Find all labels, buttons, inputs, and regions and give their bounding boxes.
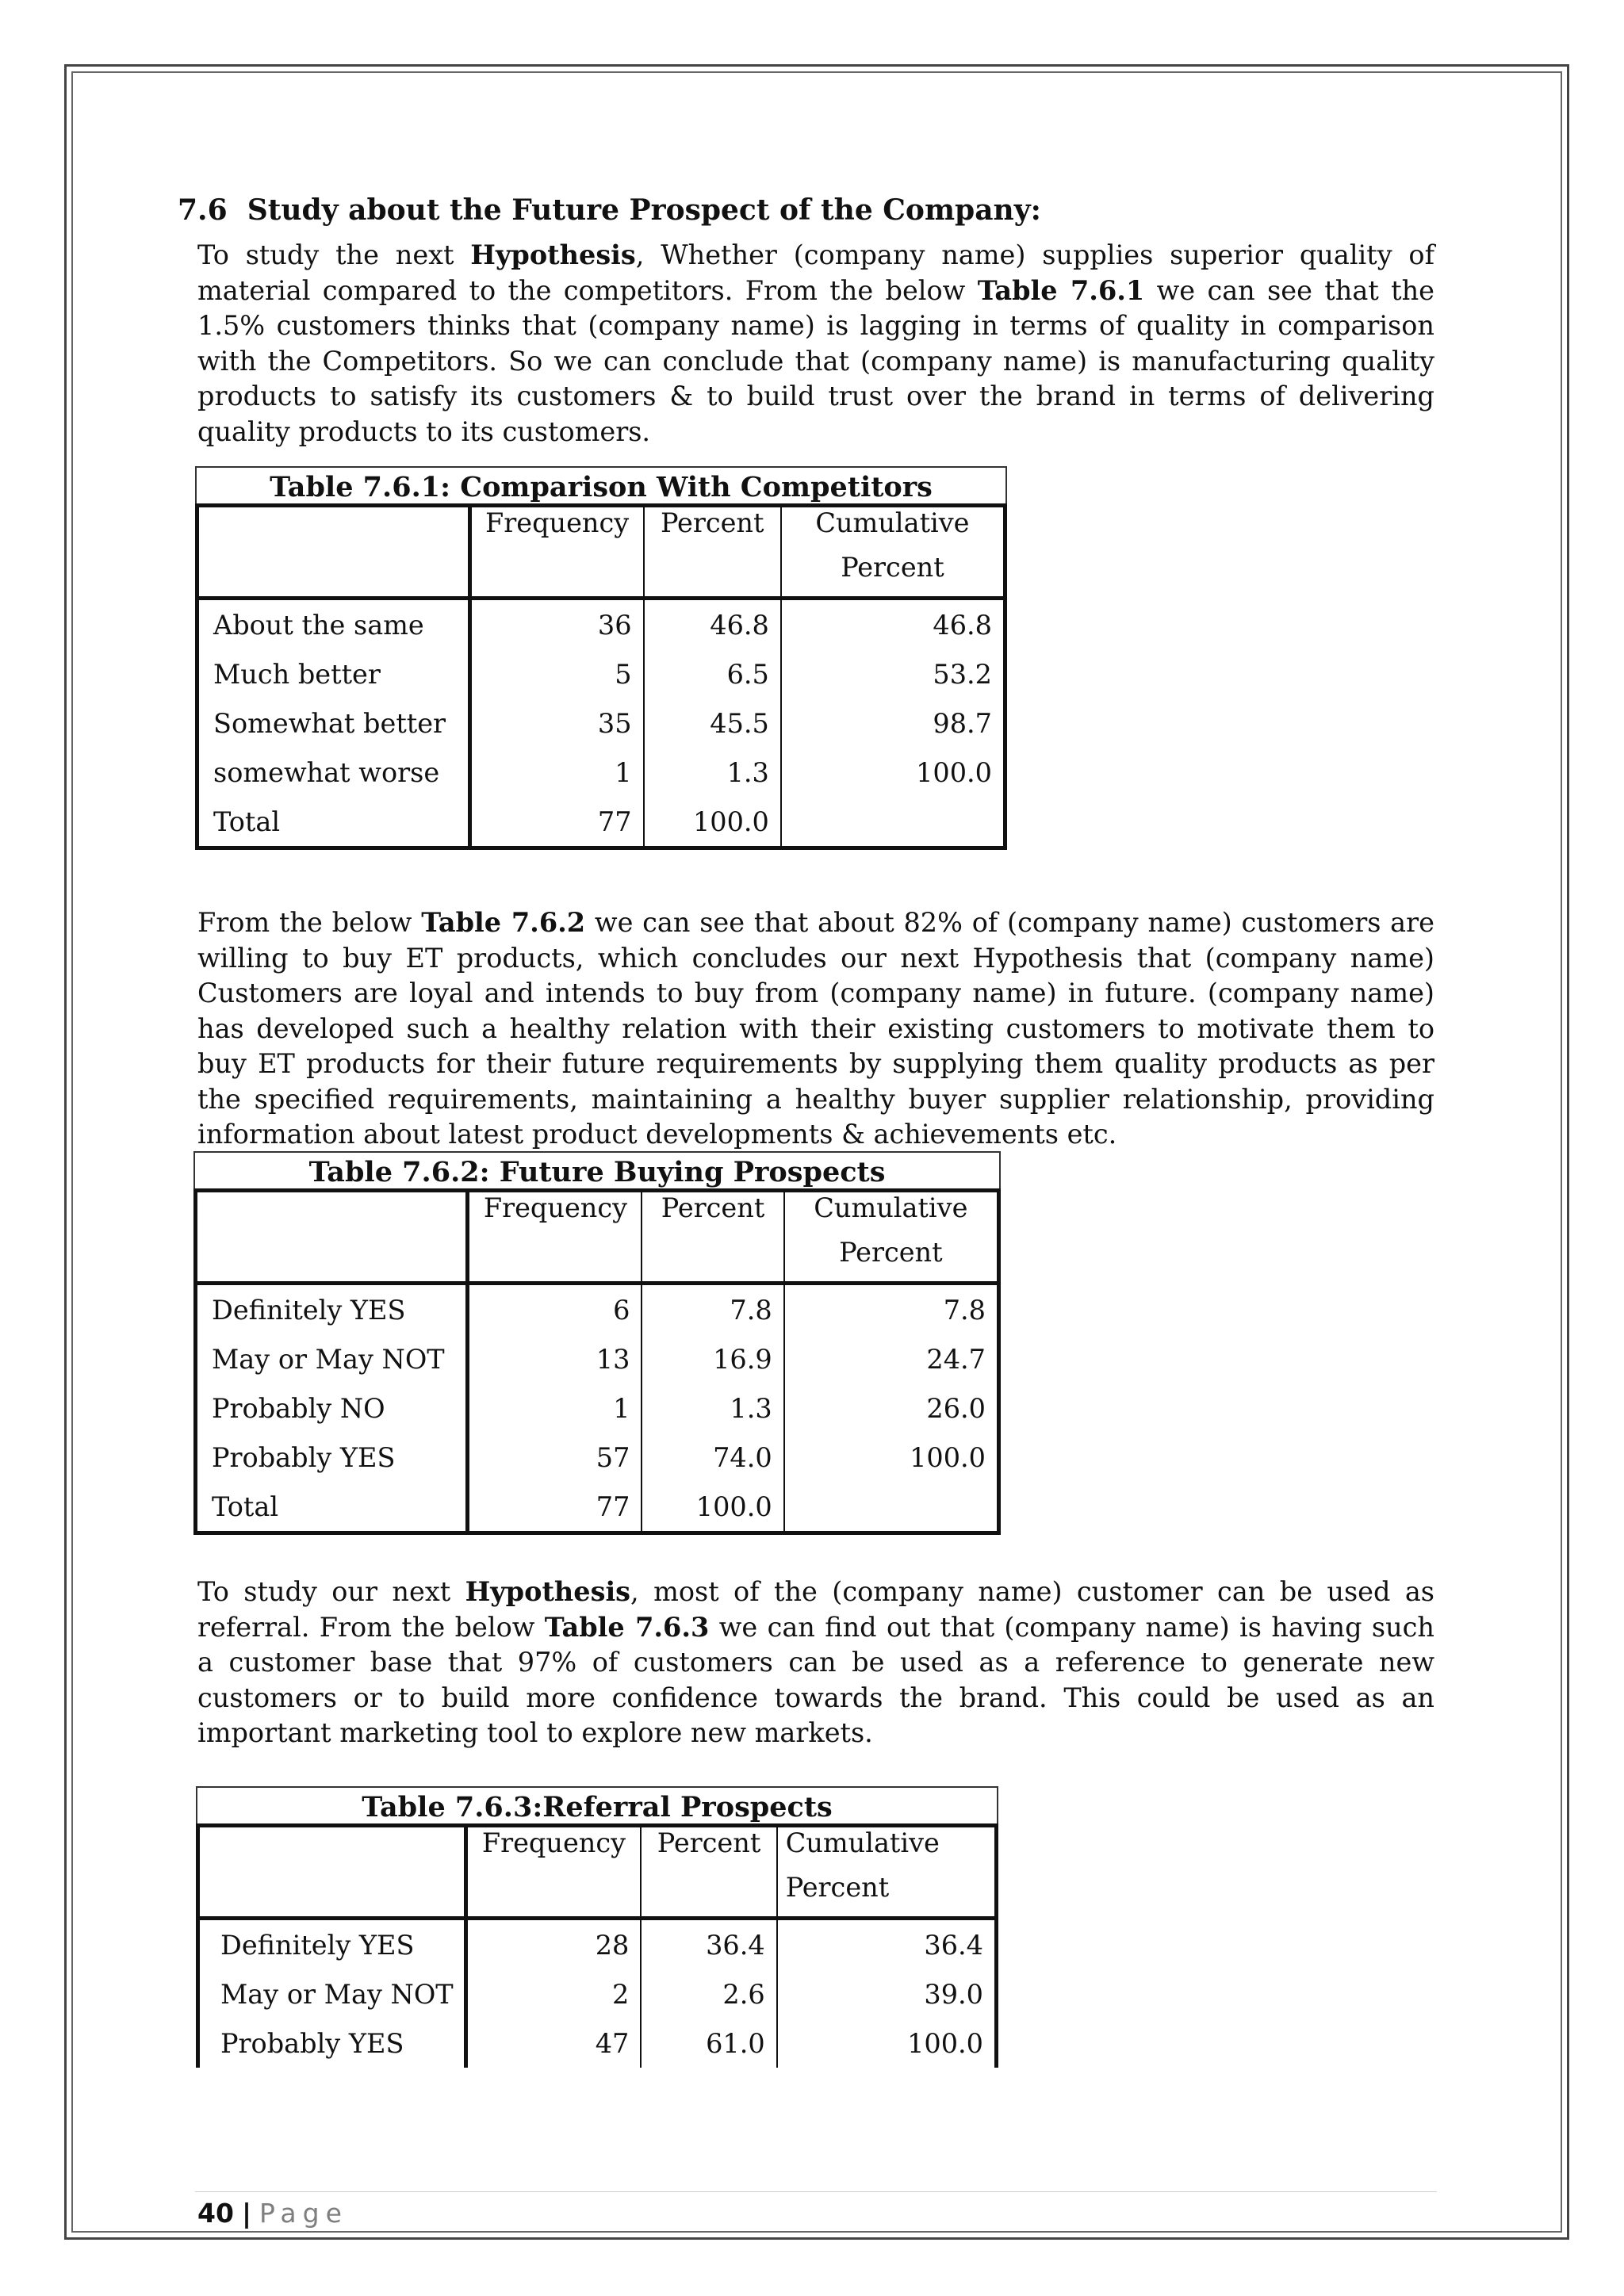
bold-run: Table 7.6.1 xyxy=(977,274,1145,306)
cell-percent: 61.0 xyxy=(641,2019,776,2068)
cell-frequency: 1 xyxy=(469,748,643,797)
cell-cumulative: 24.7 xyxy=(784,1334,999,1383)
table-row xyxy=(197,599,1005,650)
cell-percent: 74.0 xyxy=(642,1433,783,1482)
table-comparison-with-competitors xyxy=(195,466,1007,850)
row-label: Probably YES xyxy=(196,1433,468,1482)
cell-percent: 46.8 xyxy=(644,599,781,650)
header-cumulative-percent: Percent xyxy=(777,1872,997,1919)
row-label: Definitely YES xyxy=(198,1919,466,1970)
header-frequency: Frequency xyxy=(465,1826,641,1873)
row-label: Probably NO xyxy=(196,1383,468,1433)
row-label: Much better xyxy=(197,649,470,698)
paragraph-quality-hypothesis xyxy=(197,238,1434,450)
text-run: we can find out that (company name) is having such a customer base that 97% of customers can be used as a reference to generate new customers or to build more confidence towards the brand. This could be used as an important marketing tool to explore new markets. xyxy=(197,1611,1434,1748)
table-row-total xyxy=(197,797,1005,848)
table-row xyxy=(198,1969,997,2019)
section-title: Study about the Future Prospect of the Company: xyxy=(247,193,1041,227)
page-number: 40 xyxy=(197,2198,234,2229)
page-footer xyxy=(197,2198,348,2229)
table-row xyxy=(198,2019,997,2068)
text-run: To study our next xyxy=(197,1576,465,1607)
header-cumulative-percent: Percent xyxy=(781,552,1005,599)
cell-percent: 7.8 xyxy=(642,1284,783,1335)
text-run: we can see that the 1.5% customers thinks that (company name) is lagging in terms of quality in comparison with the Competitors. So we can conclude that (company name) is manufacturing quality products to satisfy its customers & to build trust over the brand in terms of delivering quality products to its customers. xyxy=(197,274,1435,447)
cell-percent: 6.5 xyxy=(644,649,781,698)
cell-cumulative: 100.0 xyxy=(777,2019,997,2068)
table-title: Table 7.6.3:Referral Prospects xyxy=(196,1786,998,1823)
table-row xyxy=(196,1334,999,1383)
header-cumulative: Cumulative xyxy=(781,506,1005,553)
paragraph-referral-hypothesis xyxy=(197,1575,1434,1751)
cell-percent: 36.4 xyxy=(641,1919,776,1970)
paragraph-future-buying xyxy=(197,905,1434,1153)
cell-frequency: 36 xyxy=(469,599,643,650)
section-number: 7.6 xyxy=(178,193,228,227)
cell-cumulative: 26.0 xyxy=(784,1383,999,1433)
cell-frequency: 28 xyxy=(465,1919,641,1970)
header-percent: Percent xyxy=(641,1826,776,1873)
header-percent: Percent xyxy=(644,506,781,553)
row-label: May or May NOT xyxy=(198,1969,466,2019)
cell-frequency: 77 xyxy=(469,797,643,848)
table-row xyxy=(197,698,1005,748)
cell-frequency: 2 xyxy=(465,1969,641,2019)
page-label: Page xyxy=(259,2198,348,2229)
cell-percent: 100.0 xyxy=(644,797,781,848)
text-run: To study the next xyxy=(197,239,471,270)
header-percent: Percent xyxy=(642,1191,783,1238)
table-future-buying-prospects xyxy=(193,1151,1001,1535)
table-row xyxy=(197,748,1005,797)
table-title: Table 7.6.2: Future Buying Prospects xyxy=(193,1151,1001,1188)
table-row xyxy=(197,649,1005,698)
text-run: , most of the (company name) customer can be used as referral. From the below xyxy=(197,1576,1434,1643)
footer-rule xyxy=(195,2191,1437,2192)
table-row xyxy=(196,1383,999,1433)
bold-run: Hypothesis xyxy=(465,1576,631,1607)
table-title: Table 7.6.1: Comparison With Competitors xyxy=(195,466,1007,503)
text-run: From the below xyxy=(197,907,422,938)
bold-run: Hypothesis xyxy=(470,239,636,270)
text-run: we can see that about 82% of (company name) customers are willing to buy ET products, which concludes our next Hypothesis that (company name) Customers are loyal and intends to buy from (company name) in future. (company name) has developed such a healthy relation with their existing customers to motivate them to buy ET products for their future requirements by supplying them quality products as per the specified requirements, maintaining a healthy buyer supplier relationship, providing information about latest product developments & achievements etc. xyxy=(197,907,1434,1150)
row-label: Definitely YES xyxy=(196,1284,468,1335)
row-label: Total xyxy=(196,1482,468,1533)
header-cumulative: Cumulative xyxy=(777,1826,997,1873)
table-referral-prospects xyxy=(196,1786,998,2068)
cell-cumulative: 39.0 xyxy=(777,1969,997,2019)
cell-cumulative: 100.0 xyxy=(784,1433,999,1482)
section-heading xyxy=(178,193,1041,227)
text-run: , Whether (company name) supplies superior quality of material compared to the competitors. From the below xyxy=(197,239,1434,306)
header-frequency: Frequency xyxy=(468,1191,642,1238)
header-cumulative: Cumulative xyxy=(784,1191,999,1238)
row-label: Probably YES xyxy=(198,2019,466,2068)
cell-cumulative: 7.8 xyxy=(784,1284,999,1335)
table-row-total xyxy=(196,1482,999,1533)
cell-frequency: 57 xyxy=(468,1433,642,1482)
bold-run: Table 7.6.2 xyxy=(421,907,586,938)
row-label: Total xyxy=(197,797,470,848)
cell-cumulative: 100.0 xyxy=(781,748,1005,797)
table-row xyxy=(196,1284,999,1335)
header-cumulative-percent: Percent xyxy=(784,1237,999,1284)
cell-percent: 2.6 xyxy=(641,1969,776,2019)
cell-cumulative: 53.2 xyxy=(781,649,1005,698)
row-label: somewhat worse xyxy=(197,748,470,797)
row-label: About the same xyxy=(197,599,470,650)
cell-percent: 100.0 xyxy=(642,1482,783,1533)
bold-run: Table 7.6.3 xyxy=(544,1611,710,1643)
cell-frequency: 47 xyxy=(465,2019,641,2068)
cell-percent: 1.3 xyxy=(644,748,781,797)
cell-frequency: 13 xyxy=(468,1334,642,1383)
cell-cumulative: 98.7 xyxy=(781,698,1005,748)
cell-cumulative: 36.4 xyxy=(777,1919,997,1970)
cell-frequency: 5 xyxy=(469,649,643,698)
cell-cumulative: 46.8 xyxy=(781,599,1005,650)
cell-percent: 1.3 xyxy=(642,1383,783,1433)
header-frequency: Frequency xyxy=(469,506,643,553)
cell-frequency: 77 xyxy=(468,1482,642,1533)
cell-cumulative xyxy=(781,797,1005,848)
table-row xyxy=(196,1433,999,1482)
cell-frequency: 35 xyxy=(469,698,643,748)
row-label: May or May NOT xyxy=(196,1334,468,1383)
cell-frequency: 1 xyxy=(468,1383,642,1433)
cell-percent: 45.5 xyxy=(644,698,781,748)
row-label: Somewhat better xyxy=(197,698,470,748)
cell-percent: 16.9 xyxy=(642,1334,783,1383)
cell-frequency: 6 xyxy=(468,1284,642,1335)
cell-cumulative xyxy=(784,1482,999,1533)
footer-separator: | xyxy=(241,2198,251,2229)
table-row xyxy=(198,1919,997,1970)
